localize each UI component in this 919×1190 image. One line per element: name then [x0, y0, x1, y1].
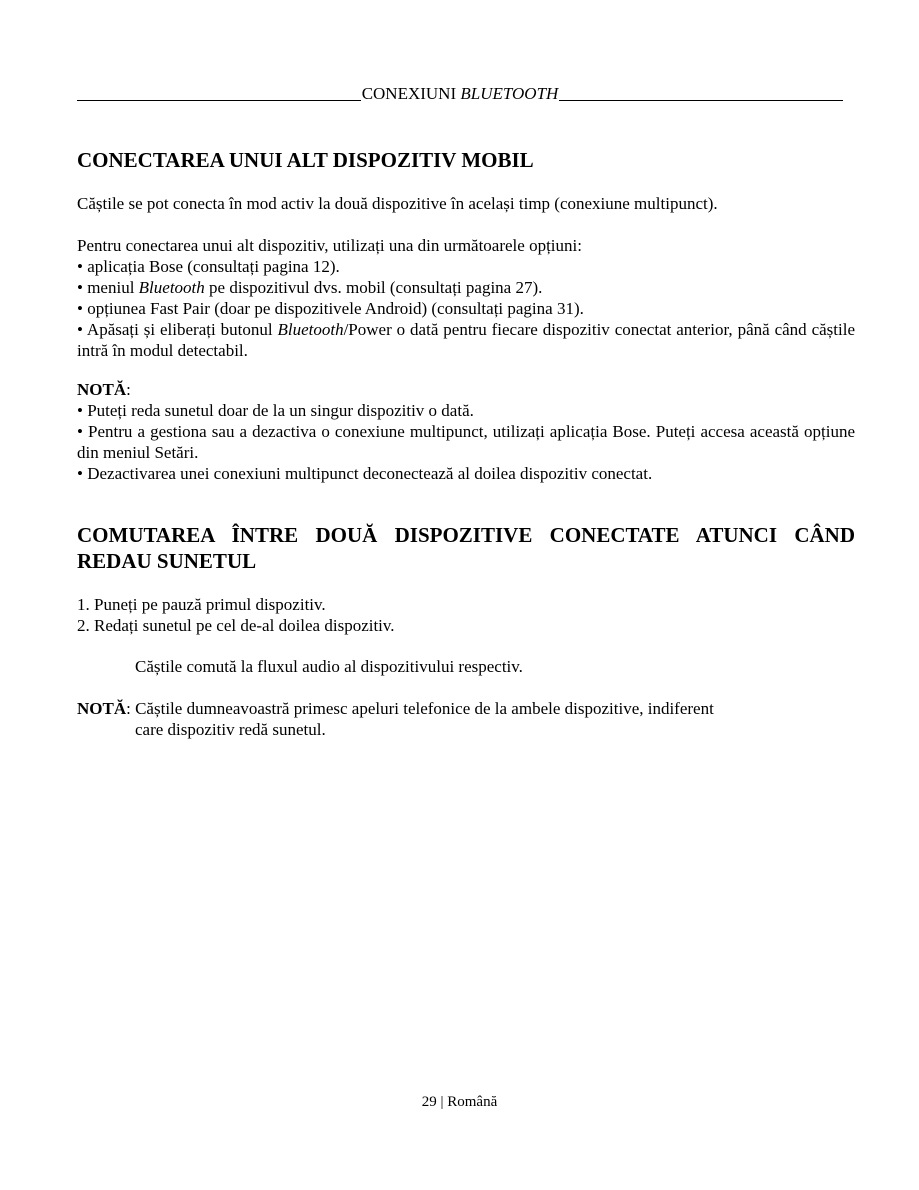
note-block-1 [77, 379, 855, 484]
connection-options-list [77, 235, 855, 361]
running-header [77, 84, 843, 104]
steps-list [77, 594, 855, 636]
result-text: Căștile comută la fluxul audio al dispozitivului respectiv. [135, 657, 523, 676]
step-2: 2. Redați sunetul pe cel de-al doilea dispozitiv. [77, 616, 395, 635]
header-title-text: CONEXIUNI [361, 84, 461, 103]
note-item-disable-multipoint: • Dezactivarea unei conexiuni multipunct deconectează al doilea dispozitiv conectat. [77, 464, 653, 483]
note-label-bold: NOTĂ [77, 699, 127, 718]
page-footer [0, 1092, 919, 1113]
option-text: • meniul [77, 278, 139, 297]
note-block-2 [77, 698, 855, 740]
note-label [77, 379, 855, 400]
note-item-single-device: • Puteți reda sunetul doar de la un singur dispozitiv o dată. [77, 401, 474, 420]
option-power-button [77, 319, 855, 361]
header-title [361, 84, 560, 104]
option-text: • Apăsați și eliberați butonul [77, 320, 278, 339]
option-bose-app: • aplicația Bose (consultați pagina 12). [77, 257, 340, 276]
intro-paragraph: Căștile se pot conecta în mod activ la două dispozitive în același timp (conexiune multipunct). [77, 194, 718, 213]
note-item-manage-multipoint: • Pentru a gestiona sau a dezactiva o conexiune multipunct, utilizați aplicația Bose. Puteți accesa această opțiune din meniul Setări. [77, 422, 855, 462]
footer-separator: | [436, 1094, 448, 1110]
option-text: pe dispozitivul dvs. mobil (consultați pagina 27). [204, 278, 543, 297]
step-1: 1. Puneți pe pauză primul dispozitiv. [77, 595, 326, 614]
note-colon: : [126, 380, 131, 399]
note-label-bold: NOTĂ [77, 380, 127, 399]
options-lead: Pentru conectarea unui alt dispozitiv, utilizați una din următoarele opțiuni: [77, 236, 582, 255]
header-title-italic: BLUETOOTH [460, 84, 559, 103]
section-title-switch-devices: COMUTAREA ÎNTRE DOUĂ DISPOZITIVE CONECTATE ATUNCI CÂND REDAU SUNETUL [77, 523, 855, 573]
footer-language: Română [447, 1094, 498, 1110]
option-text-italic: Bluetooth [277, 320, 344, 339]
header-rule-right [559, 100, 843, 101]
option-bluetooth-menu [77, 277, 855, 298]
note-text: : Căștile dumneavoastră primesc apeluri telefonice de la ambele dispozitive, indiferent [126, 699, 714, 718]
section-title-connect-another-device: CONECTAREA UNUI ALT DISPOZITIV MOBIL [77, 148, 534, 172]
option-text: /Power o dată pentru fiecare dispozitiv conectat anterior, până când căștile intră în modul detectabil. [77, 320, 855, 360]
note-line-1 [77, 698, 855, 719]
note-line-2: care dispozitiv redă sunetul. [135, 720, 326, 739]
option-text-italic: Bluetooth [138, 278, 205, 297]
page-number: 29 [421, 1094, 437, 1110]
option-fast-pair: • opțiunea Fast Pair (doar pe dispozitivele Android) (consultați pagina 31). [77, 299, 584, 318]
header-rule-left [77, 100, 361, 101]
